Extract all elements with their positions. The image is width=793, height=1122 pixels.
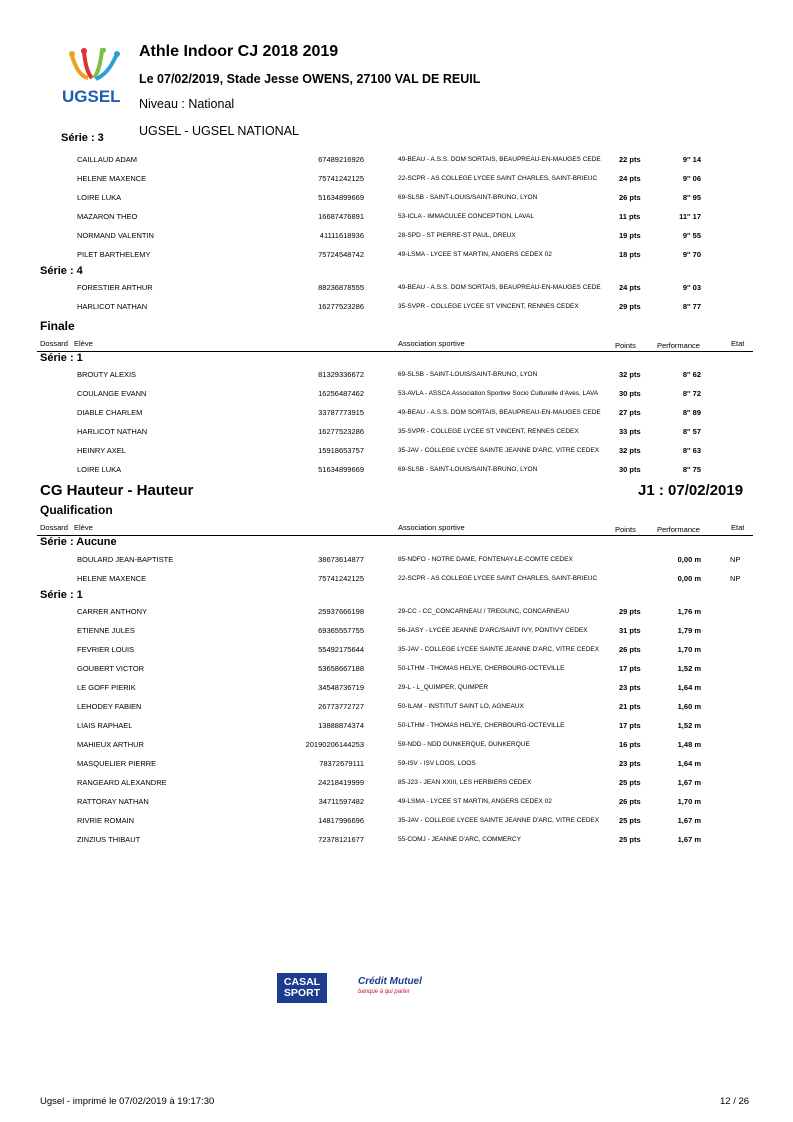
event-date: J1 : 07/02/2019 [638, 482, 744, 499]
athlete-id: 13888874374 [318, 721, 364, 730]
points: 17 pts [619, 721, 641, 730]
svg-text:UGSEL: UGSEL [62, 87, 121, 106]
athlete-name: HELENE MAXENCE [77, 574, 147, 583]
athlete-id: 38673614877 [318, 555, 364, 564]
athlete-association: 56-JASY - LYCEE JEANNE D'ARC/SAINT IVY, PONTIVY CEDEX [398, 627, 588, 634]
athlete-association: 69-SLSB - SAINT-LOUIS/SAINT-BRUNO, LYON [398, 466, 538, 473]
athlete-name: FEVRIER LOUIS [77, 645, 135, 654]
athlete-association: 35-JAV - COLLEGE LYCEE SAINTE JEANNE D'ARC, VITRE CEDEX [398, 646, 600, 653]
athlete-id: 24218419999 [318, 778, 364, 787]
performance: 1,64 m [677, 759, 701, 768]
athlete-association: 35-JAV - COLLEGE LYCEE SAINTE JEANNE D'ARC, VITRE CEDEX [398, 447, 600, 454]
athlete-id: 25937666198 [318, 607, 364, 616]
athlete-association: 53-AVLA - ASSCA Association Sportive Socio Culturelle d'Aves, LAVA [398, 390, 599, 397]
athlete-association: 49-BEAU - A.S.S. DOM SORTAIS, BEAUPREAU-EN-MAUGES CEDE [398, 156, 601, 163]
table-row [0, 626, 793, 640]
performance: 8'' 75 [682, 465, 701, 474]
athlete-association: 59-ISV - ISV LOOS, LOOS [398, 760, 476, 767]
col-points: Points [615, 341, 636, 350]
table-row [0, 283, 793, 297]
athlete-association: 59-NDD - NDD DUNKERQUE, DUNKERQUE [398, 741, 530, 748]
points: 22 pts [619, 155, 641, 164]
col-perf: Performance [657, 341, 700, 350]
athlete-name: LEHODEY FABIEN [77, 702, 142, 711]
section-title: Finale [40, 319, 75, 333]
serie-label: Série : 1 [40, 589, 83, 601]
performance: 1,67 m [677, 778, 701, 787]
col-eleve: Elève [74, 523, 93, 532]
athlete-association: 50-ILAM - INSTITUT SAINT LO, AGNEAUX [398, 703, 524, 710]
athlete-name: CARRER ANTHONY [77, 607, 148, 616]
performance: 1,60 m [677, 702, 701, 711]
table-row [0, 174, 793, 188]
col-dossard: Dossard [40, 523, 68, 532]
athlete-name: HELENE MAXENCE [77, 174, 147, 183]
col-perf: Performance [657, 525, 700, 534]
athlete-name: LOIRE LUKA [77, 465, 122, 474]
athlete-association: 85-NDFO - NOTRE DAME, FONTENAY-LE-COMTE CEDEX [398, 556, 573, 563]
phase-title: Qualification [40, 503, 113, 517]
athlete-association: 22-SCPR - AS COLLEGE LYCEE SAINT CHARLES, SAINT-BRIEUC [398, 575, 598, 582]
serie-label: Série : 3 [61, 132, 104, 144]
performance: 1,48 m [677, 740, 701, 749]
table-row [0, 250, 793, 264]
status: NP [730, 555, 741, 564]
athlete-name: COULANGE EVANN [77, 389, 147, 398]
athlete-id: 69365557755 [318, 626, 364, 635]
athlete-name: BROUTY ALEXIS [77, 370, 137, 379]
points: 21 pts [619, 702, 641, 711]
performance: 1,67 m [677, 835, 701, 844]
performance: 8'' 77 [682, 302, 701, 311]
athlete-id: 67489216926 [318, 155, 364, 164]
performance: 1,79 m [677, 626, 701, 635]
points: 29 pts [619, 302, 641, 311]
table-row [0, 427, 793, 441]
table-row [0, 607, 793, 621]
athlete-association: 49-LSMA - LYCEE ST MARTIN, ANGERS CEDEX 02 [398, 251, 552, 258]
points: 23 pts [619, 759, 641, 768]
athlete-id: 88236878555 [318, 283, 364, 292]
athlete-association: 49-BEAU - A.S.S. DOM SORTAIS, BEAUPREAU-EN-MAUGES CEDE [398, 284, 601, 291]
table-row [0, 231, 793, 245]
performance: 9'' 03 [682, 283, 701, 292]
athlete-id: 72378121677 [318, 835, 364, 844]
table-row [0, 389, 793, 403]
table-row [0, 302, 793, 316]
athlete-association: 49-BEAU - A.S.S. DOM SORTAIS, BEAUPREAU-EN-MAUGES CEDE [398, 409, 601, 416]
performance: 1,76 m [677, 607, 701, 616]
athlete-id: 20190206144253 [305, 740, 364, 749]
athlete-association: 53-ICLA - IMMACULEE CONCEPTION, LAVAL [398, 213, 534, 220]
table-row [0, 740, 793, 754]
points: 19 pts [619, 231, 641, 240]
athlete-id: 16687476891 [318, 212, 364, 221]
points: 25 pts [619, 835, 641, 844]
credit-mutuel-logo [358, 976, 438, 1000]
athlete-association: 50-LTHM - THOMAS HELYE, CHERBOURG-OCTEVILLE [398, 722, 565, 729]
athlete-name: PILET BARTHELEMY [77, 250, 151, 259]
athlete-id: 75741242125 [318, 174, 364, 183]
athlete-name: ETIENNE JULES [77, 626, 135, 635]
table-row [0, 664, 793, 678]
table-row [0, 446, 793, 460]
athlete-name: NORMAND VALENTIN [77, 231, 154, 240]
athlete-association: 55-COMJ - JEANNE D'ARC, COMMERCY [398, 836, 521, 843]
points: 32 pts [619, 370, 641, 379]
col-eleve: Elève [74, 339, 93, 348]
table-row [0, 574, 793, 588]
event-title: CG Hauteur - Hauteur [40, 482, 194, 499]
table-row [0, 465, 793, 479]
column-header [37, 338, 753, 352]
athlete-id: 53658667188 [318, 664, 364, 673]
association: UGSEL - UGSEL NATIONAL [139, 124, 299, 138]
athlete-name: MASQUELIER PIERRE [77, 759, 157, 768]
performance: 0,00 m [677, 574, 701, 583]
table-row [0, 193, 793, 207]
performance: 1,52 m [677, 721, 701, 730]
performance: 0,00 m [677, 555, 701, 564]
athlete-name: GOUBERT VICTOR [77, 664, 145, 673]
athlete-id: 75724548742 [318, 250, 364, 259]
athlete-id: 51634899669 [318, 193, 364, 202]
table-row [0, 645, 793, 659]
points: 18 pts [619, 250, 641, 259]
athlete-id: 34548736719 [318, 683, 364, 692]
points: 31 pts [619, 626, 641, 635]
credit-mutuel-name: Crédit Mutuel [358, 976, 422, 987]
performance: 1,70 m [677, 797, 701, 806]
performance: 1,52 m [677, 664, 701, 673]
points: 24 pts [619, 283, 641, 292]
athlete-association: 35-SVPR - COLLEGE LYCEE ST VINCENT, RENNES CEDEX [398, 428, 579, 435]
col-dossard: Dossard [40, 339, 68, 348]
athlete-association: 29-CC - CC_CONCARNEAU / TREGUNC, CONCARNEAU [398, 608, 570, 615]
athlete-id: 15918653757 [318, 446, 364, 455]
athlete-name: MAHIEUX ARTHUR [77, 740, 144, 749]
points: 25 pts [619, 778, 641, 787]
athlete-association: 49-LSMA - LYCEE ST MARTIN, ANGERS CEDEX 02 [398, 798, 552, 805]
athlete-name: HARLICOT NATHAN [77, 302, 148, 311]
athlete-id: 78372679111 [319, 759, 364, 768]
performance: 8'' 95 [682, 193, 701, 202]
athlete-id: 81329336672 [318, 370, 364, 379]
ugsel-logo [58, 48, 130, 108]
col-points: Points [615, 525, 636, 534]
status: NP [730, 574, 741, 583]
points: 16 pts [619, 740, 641, 749]
points: 32 pts [619, 446, 641, 455]
athlete-id: 34711597482 [318, 797, 364, 806]
athlete-name: FORESTIER ARTHUR [77, 283, 153, 292]
performance: 9'' 55 [682, 231, 701, 240]
level: Niveau : National [139, 97, 235, 111]
athlete-name: HARLICOT NATHAN [77, 427, 148, 436]
athlete-id: 41111618936 [319, 231, 364, 240]
athlete-id: 26773772727 [318, 702, 364, 711]
points: 25 pts [619, 816, 641, 825]
points: 26 pts [619, 193, 641, 202]
performance: 1,70 m [677, 645, 701, 654]
athlete-name: HEINRY AXEL [77, 446, 126, 455]
athlete-name: RIVRIE ROMAIN [77, 816, 135, 825]
performance: 9'' 14 [682, 155, 701, 164]
performance: 1,64 m [677, 683, 701, 692]
points: 30 pts [619, 465, 641, 474]
athlete-name: LOIRE LUKA [77, 193, 122, 202]
performance: 8'' 62 [682, 370, 701, 379]
table-row [0, 683, 793, 697]
performance: 8'' 89 [682, 408, 701, 417]
athlete-name: ZINZIUS THIBAUT [77, 835, 141, 844]
table-row [0, 721, 793, 735]
casal-sport-logo: CASAL SPORT [277, 973, 327, 1003]
athlete-name: RATTORAY NATHAN [77, 797, 149, 806]
athlete-id: 75741242125 [318, 574, 364, 583]
athlete-name: LE GOFF PIERIK [77, 683, 136, 692]
points: 24 pts [619, 174, 641, 183]
points: 26 pts [619, 645, 641, 654]
athlete-association: 35-JAV - COLLEGE LYCEE SAINTE JEANNE D'ARC, VITRE CEDEX [398, 817, 600, 824]
athlete-association: 50-LTHM - THOMAS HELYE, CHERBOURG-OCTEVILLE [398, 665, 565, 672]
points: 11 pts [619, 212, 641, 221]
athlete-id: 14817996696 [318, 816, 364, 825]
athlete-id: 16277523286 [318, 302, 364, 311]
credit-mutuel-tagline: banque à qui parler [358, 989, 410, 995]
col-assoc: Association sportive [398, 523, 465, 532]
athlete-association: 28-SPD - ST PIERRE-ST PAUL, DREUX [398, 232, 516, 239]
serie-label: Série : 4 [40, 265, 83, 277]
athlete-id: 16256487462 [318, 389, 364, 398]
col-etat: Etat [731, 523, 745, 532]
points: 23 pts [619, 683, 641, 692]
table-row [0, 555, 793, 569]
athlete-name: DIABLE CHARLEM [77, 408, 143, 417]
athlete-association: 22-SCPR - AS COLLEGE LYCEE SAINT CHARLES, SAINT-BRIEUC [398, 175, 598, 182]
page-title: Athle Indoor CJ 2018 2019 [139, 43, 339, 60]
points: 33 pts [619, 427, 641, 436]
points: 29 pts [619, 607, 641, 616]
table-row [0, 408, 793, 422]
table-row [0, 155, 793, 169]
table-row [0, 702, 793, 716]
performance: 8'' 63 [682, 446, 701, 455]
athlete-id: 16277523286 [318, 427, 364, 436]
performance: 9'' 06 [682, 174, 701, 183]
serie-label: Série : 1 [40, 352, 83, 364]
points: 27 pts [619, 408, 641, 417]
table-row [0, 759, 793, 773]
table-row [0, 370, 793, 384]
athlete-name: RANGEARD ALEXANDRE [77, 778, 167, 787]
page-number: 12 / 26 [720, 1096, 750, 1107]
table-row [0, 835, 793, 849]
table-row [0, 778, 793, 792]
meeting-info: Le 07/02/2019, Stade Jesse OWENS, 27100 VAL DE REUIL [139, 72, 481, 86]
print-timestamp: Ugsel - imprimé le 07/02/2019 à 19:17:30 [40, 1096, 215, 1107]
table-row [0, 816, 793, 830]
performance: 8'' 57 [682, 427, 701, 436]
serie-label: Série : Aucune [40, 536, 117, 548]
performance: 8'' 72 [682, 389, 701, 398]
performance: 9'' 70 [682, 250, 701, 259]
athlete-name: MAZARON THEO [77, 212, 138, 221]
athlete-id: 51634899669 [318, 465, 364, 474]
athlete-association: 69-SLSB - SAINT-LOUIS/SAINT-BRUNO, LYON [398, 371, 538, 378]
athlete-id: 55492175644 [318, 645, 364, 654]
points: 26 pts [619, 797, 641, 806]
table-row [0, 212, 793, 226]
col-assoc: Association sportive [398, 339, 465, 348]
athlete-association: 35-SVPR - COLLEGE LYCEE ST VINCENT, RENNES CEDEX [398, 303, 579, 310]
performance: 11'' 17 [679, 212, 701, 221]
athlete-association: 69-SLSB - SAINT-LOUIS/SAINT-BRUNO, LYON [398, 194, 538, 201]
column-header [37, 522, 753, 536]
performance: 1,67 m [677, 816, 701, 825]
athlete-name: CAILLAUD ADAM [77, 155, 138, 164]
athlete-name: LIAIS RAPHAEL [77, 721, 133, 730]
athlete-name: BOULARD JEAN-BAPTISTE [77, 555, 174, 564]
table-row [0, 797, 793, 811]
athlete-association: 29-L - L_QUIMPER, QUIMPER [398, 684, 489, 691]
col-etat: Etat [731, 339, 745, 348]
points: 30 pts [619, 389, 641, 398]
athlete-association: 85-J23 - JEAN XXIII, LES HERBIERS CEDEX [398, 779, 532, 786]
points: 17 pts [619, 664, 641, 673]
athlete-id: 33787773915 [318, 408, 364, 417]
